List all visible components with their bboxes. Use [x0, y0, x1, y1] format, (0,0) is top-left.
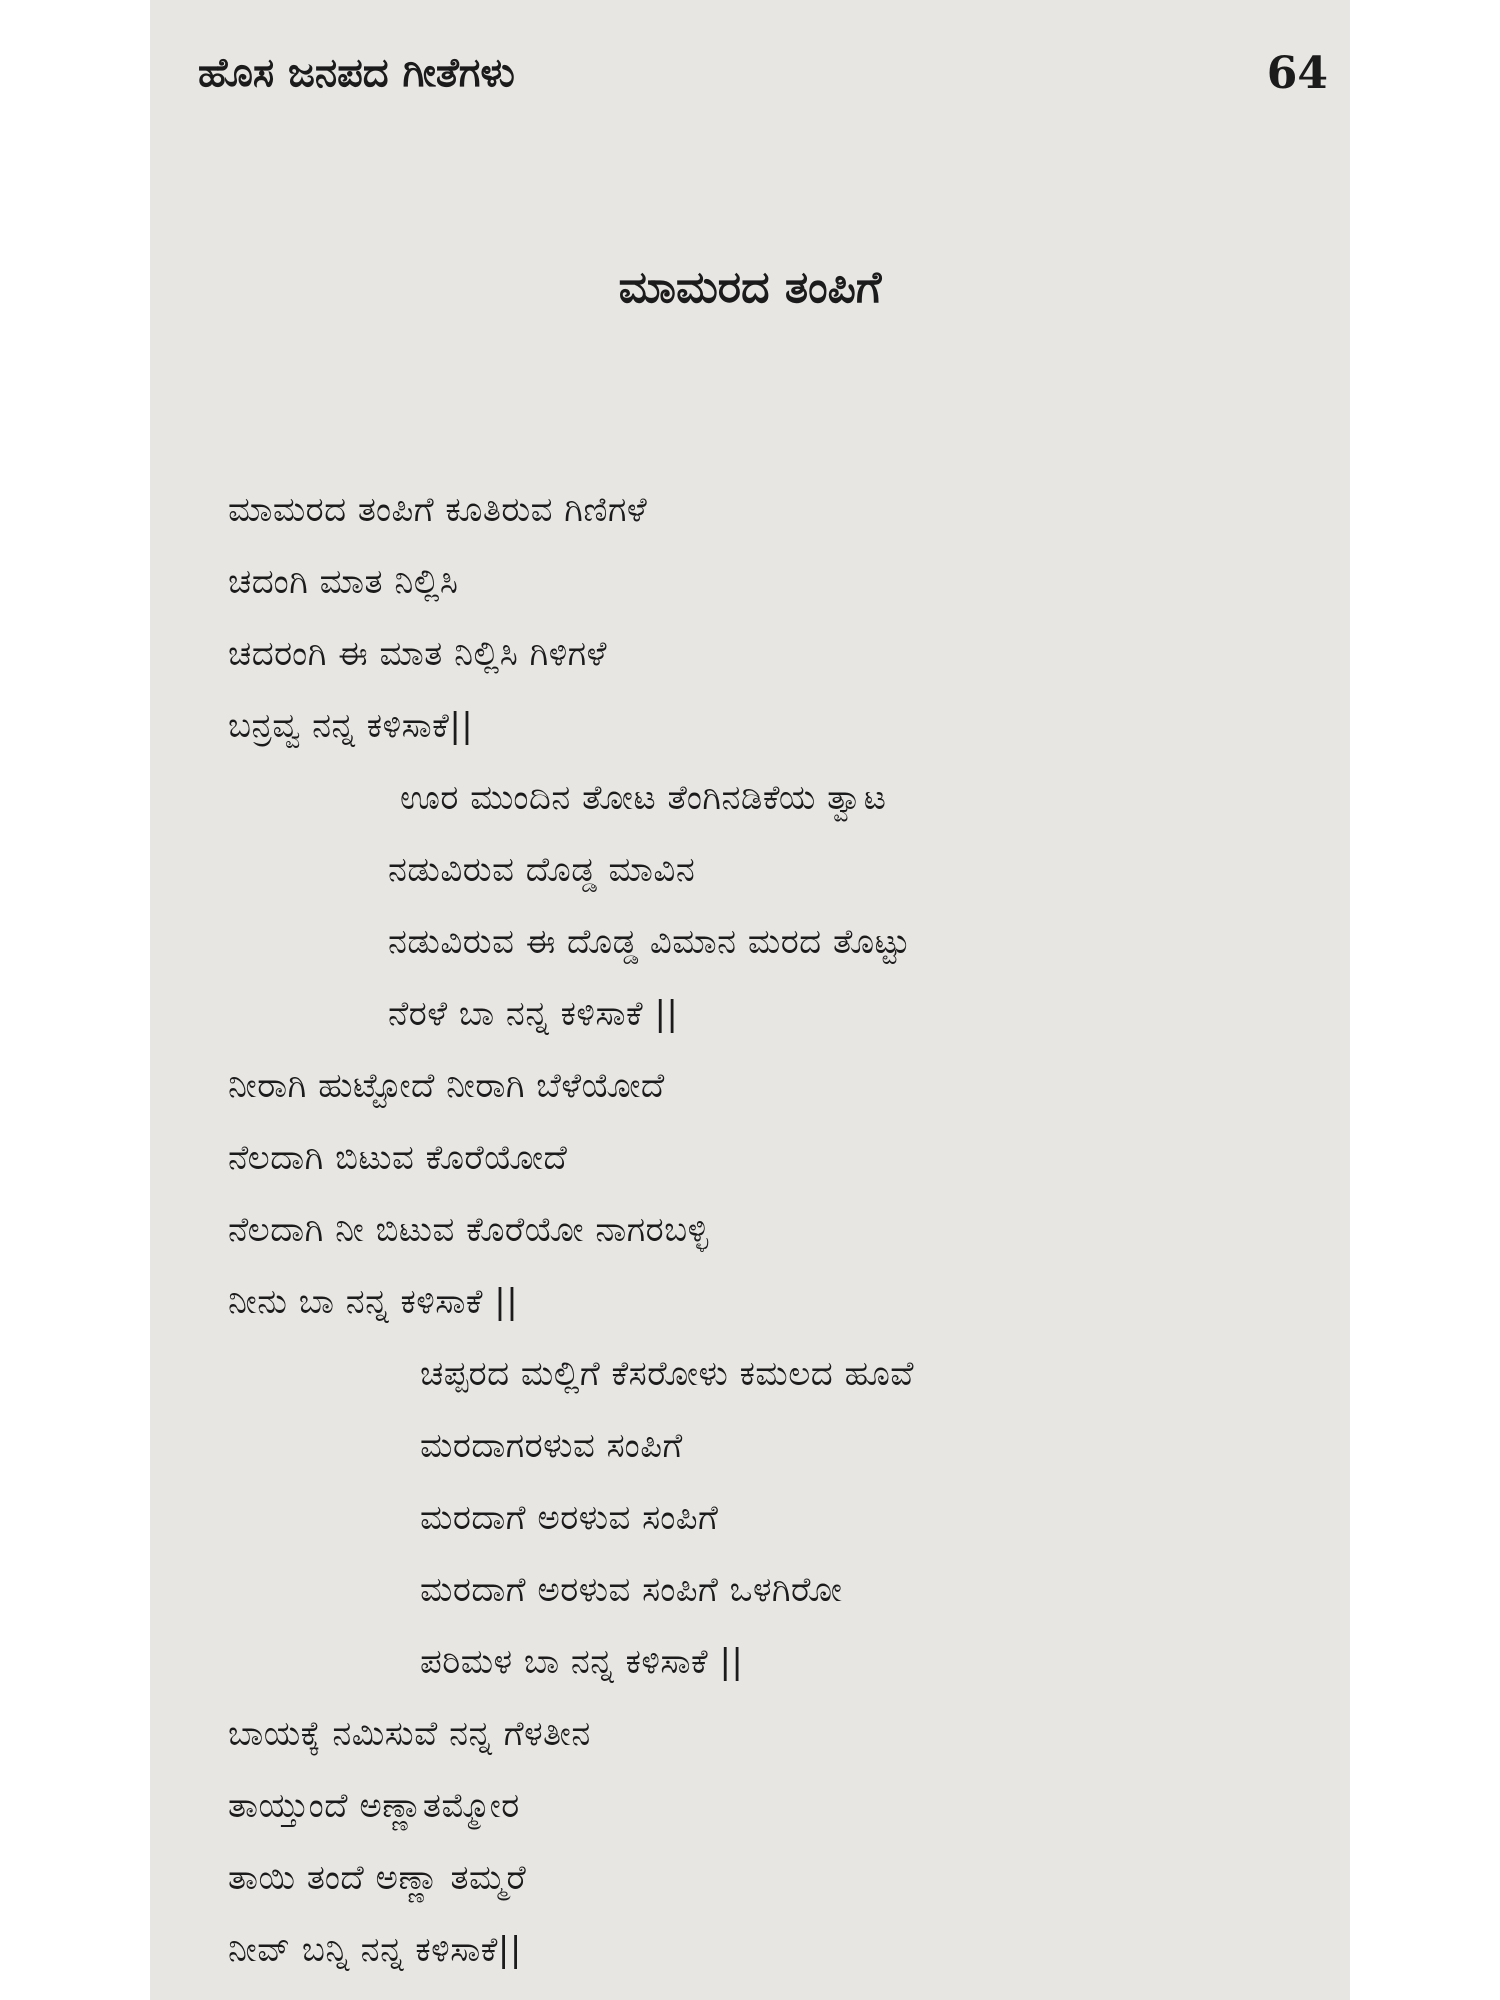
poem-line: ಬನ್ರವ್ವ ನನ್ನ ಕಳಿಸಾಕೆ||: [228, 706, 474, 746]
poem-title: ಮಾಮರದ ತಂಪಿಗೆ: [618, 262, 882, 313]
poem-line: ಮರದಾಗೆ ಅರಳುವ ಸಂಪಿಗೆ ಒಳಗಿರೋ: [420, 1570, 843, 1610]
poem-line: ನೆರಳೆ ಬಾ ನನ್ನ ಕಳಿಸಾಕೆ ||: [388, 994, 679, 1034]
poem-line: ತಾಯಿ ತಂದೆ ಅಣ್ಣಾ ತಮ್ಮರೆ: [228, 1858, 527, 1898]
poem-line: ಬಾಯಕ್ಕೆ ನಮಿಸುವೆ ನನ್ನ ಗೆಳತೀನ: [228, 1714, 591, 1754]
poem-line: ತಾಯ್ತುಂದೆ ಅಣ್ಣಾತಮ್ಮೋರ: [228, 1786, 520, 1826]
poem-line: ಮರದಾಗರಳುವ ಸಂಪಿಗೆ: [420, 1426, 683, 1466]
poem-line: ಮರದಾಗೆ ಅರಳುವ ಸಂಪಿಗೆ: [420, 1498, 719, 1538]
page-number: 64: [1266, 48, 1328, 99]
book-page: [150, 0, 1350, 2000]
poem-line: ನಡುವಿರುವ ದೊಡ್ಡ ಮಾವಿನ: [388, 850, 696, 890]
poem-line: ನೆಲದಾಗಿ ನೀ ಬಿಟುವ ಕೊರೆಯೋ ನಾಗರಬಳ್ಳಿ: [228, 1210, 709, 1250]
poem-line: ನೀರಾಗಿ ಹುಟ್ಟೋದೆ ನೀರಾಗಿ ಬೆಳೆಯೋದೆ: [228, 1066, 665, 1106]
poem-line: ನೀನು ಬಾ ನನ್ನ ಕಳಿಸಾಕೆ ||: [228, 1282, 519, 1322]
poem-line: ನಡುವಿರುವ ಈ ದೊಡ್ಡ ವಿಮಾನ ಮರದ ತೊಟ್ಟು: [388, 922, 911, 962]
running-header-title: ಹೊಸ ಜನಪದ ಗೀತೆಗಳು: [198, 50, 515, 96]
poem-line: ಚದಂಗಿ ಮಾತ ನಿಲ್ಲಿಸಿ: [228, 562, 459, 602]
poem-line: ಚಪ್ಪರದ ಮಲ್ಲಿಗೆ ಕೆಸರೋಳು ಕಮಲದ ಹೂವೆ: [420, 1354, 914, 1394]
poem-line: ಮಾಮರದ ತಂಪಿಗೆ ಕೂತಿರುವ ಗಿಣಿಗಳೆ: [228, 490, 648, 530]
poem-line: ನೀವ್ ಬನ್ನಿ ನನ್ನ ಕಳಿಸಾಕೆ||: [228, 1930, 522, 1970]
poem-line: ಚದರಂಗಿ ಈ ಮಾತ ನಿಲ್ಲಿಸಿ ಗಿಳಿಗಳೆ: [228, 634, 607, 674]
poem-line: ಪರಿಮಳ ಬಾ ನನ್ನ ಕಳಿಸಾಕೆ ||: [420, 1642, 744, 1682]
poem-line: ನೆಲದಾಗಿ ಬಿಟುವ ಕೊರೆಯೋದೆ: [228, 1138, 568, 1178]
poem-line: ಊರ ಮುಂದಿನ ತೋಟ ತೆಂಗಿನಡಿಕೆಯ ತ್ವಾಟ: [400, 778, 887, 818]
